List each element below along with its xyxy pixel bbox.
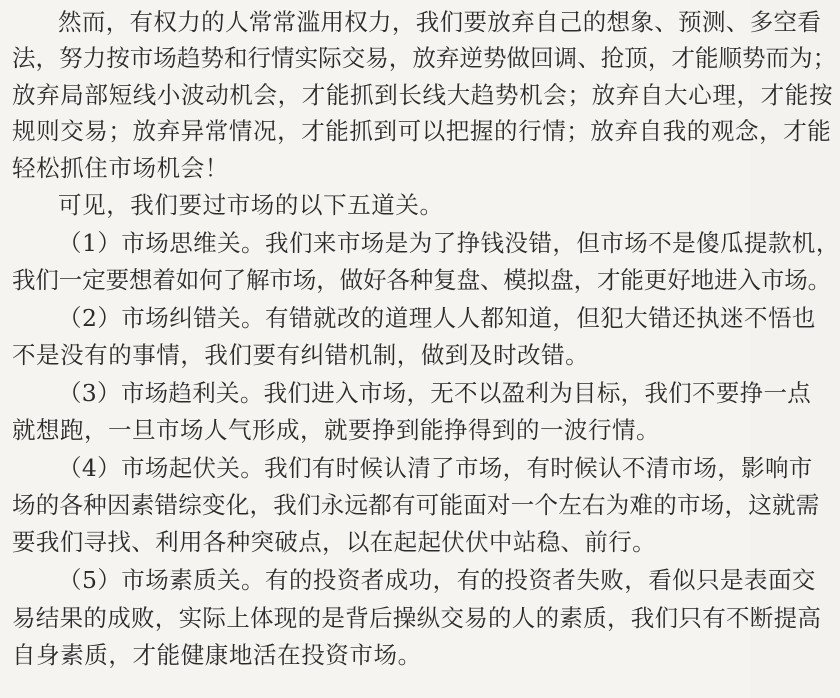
item-4-line-2: 场的各种因素错综变化，我们永远都有可能面对一个左右为难的市场，这就需 bbox=[12, 491, 820, 519]
paragraph-1-line-5: 轻松抓住市场机会！ bbox=[12, 154, 229, 182]
item-1-line-2: 我们一定要想着如何了解市场，做好各种复盘、模拟盘，才能更好地进入市场。 bbox=[12, 266, 831, 294]
item-2-line-1: （2）市场纠错关。有错就改的道理人人都知道，但犯大错还执迷不悟也 bbox=[58, 304, 816, 332]
item-4-line-3: 要我们寻找、利用各种突破点，以在起起伏伏中站稳、前行。 bbox=[12, 528, 656, 556]
item-5-line-1: （5）市场素质关。有的投资者成功，有的投资者失败，看似只是表面交 bbox=[58, 566, 816, 594]
item-3-line-1: （3）市场趋利关。我们进入市场，无不以盈利为目标，我们不要挣一点 bbox=[58, 379, 812, 407]
item-4-line-1: （4）市场起伏关。我们有时候认清了市场，有时候认不清市场，影响市 bbox=[58, 454, 813, 482]
item-2-line-2: 不是没有的事情，我们要有纠错机制，做到及时改错。 bbox=[12, 341, 590, 369]
paragraph-2-line-1: 可见，我们要过市场的以下五道关。 bbox=[58, 191, 444, 219]
paragraph-1-line-1: 然而，有权力的人常常滥用权力，我们要放弃自己的想象、预测、多空看 bbox=[58, 8, 822, 36]
item-5-line-3: 自身素质，才能健康地活在投资市场。 bbox=[12, 641, 422, 669]
item-1-line-1: （1）市场思维关。我们来市场是为了挣钱没错，但市场不是傻瓜提款机， bbox=[58, 229, 840, 257]
item-3-line-2: 就想跑，一旦市场人气形成，就要挣到能挣得到的一波行情。 bbox=[12, 416, 660, 444]
paragraph-1-line-4: 规则交易；放弃异常情况，才能抓到可以把握的行情；放弃自我的观念，才能 bbox=[12, 117, 832, 145]
item-5-line-2: 易结果的成败，实际上体现的是背后操纵交易的人的素质，我们只有不断提高 bbox=[12, 604, 822, 632]
paragraph-1-line-3: 放弃局部短线小波动机会，才能抓到长线大趋势机会；放弃自大心理，才能按 bbox=[12, 81, 834, 109]
paragraph-1-line-2: 法，努力按市场趋势和行情实际交易，放弃逆势做回调、抢顶，才能顺势而为； bbox=[12, 44, 837, 72]
